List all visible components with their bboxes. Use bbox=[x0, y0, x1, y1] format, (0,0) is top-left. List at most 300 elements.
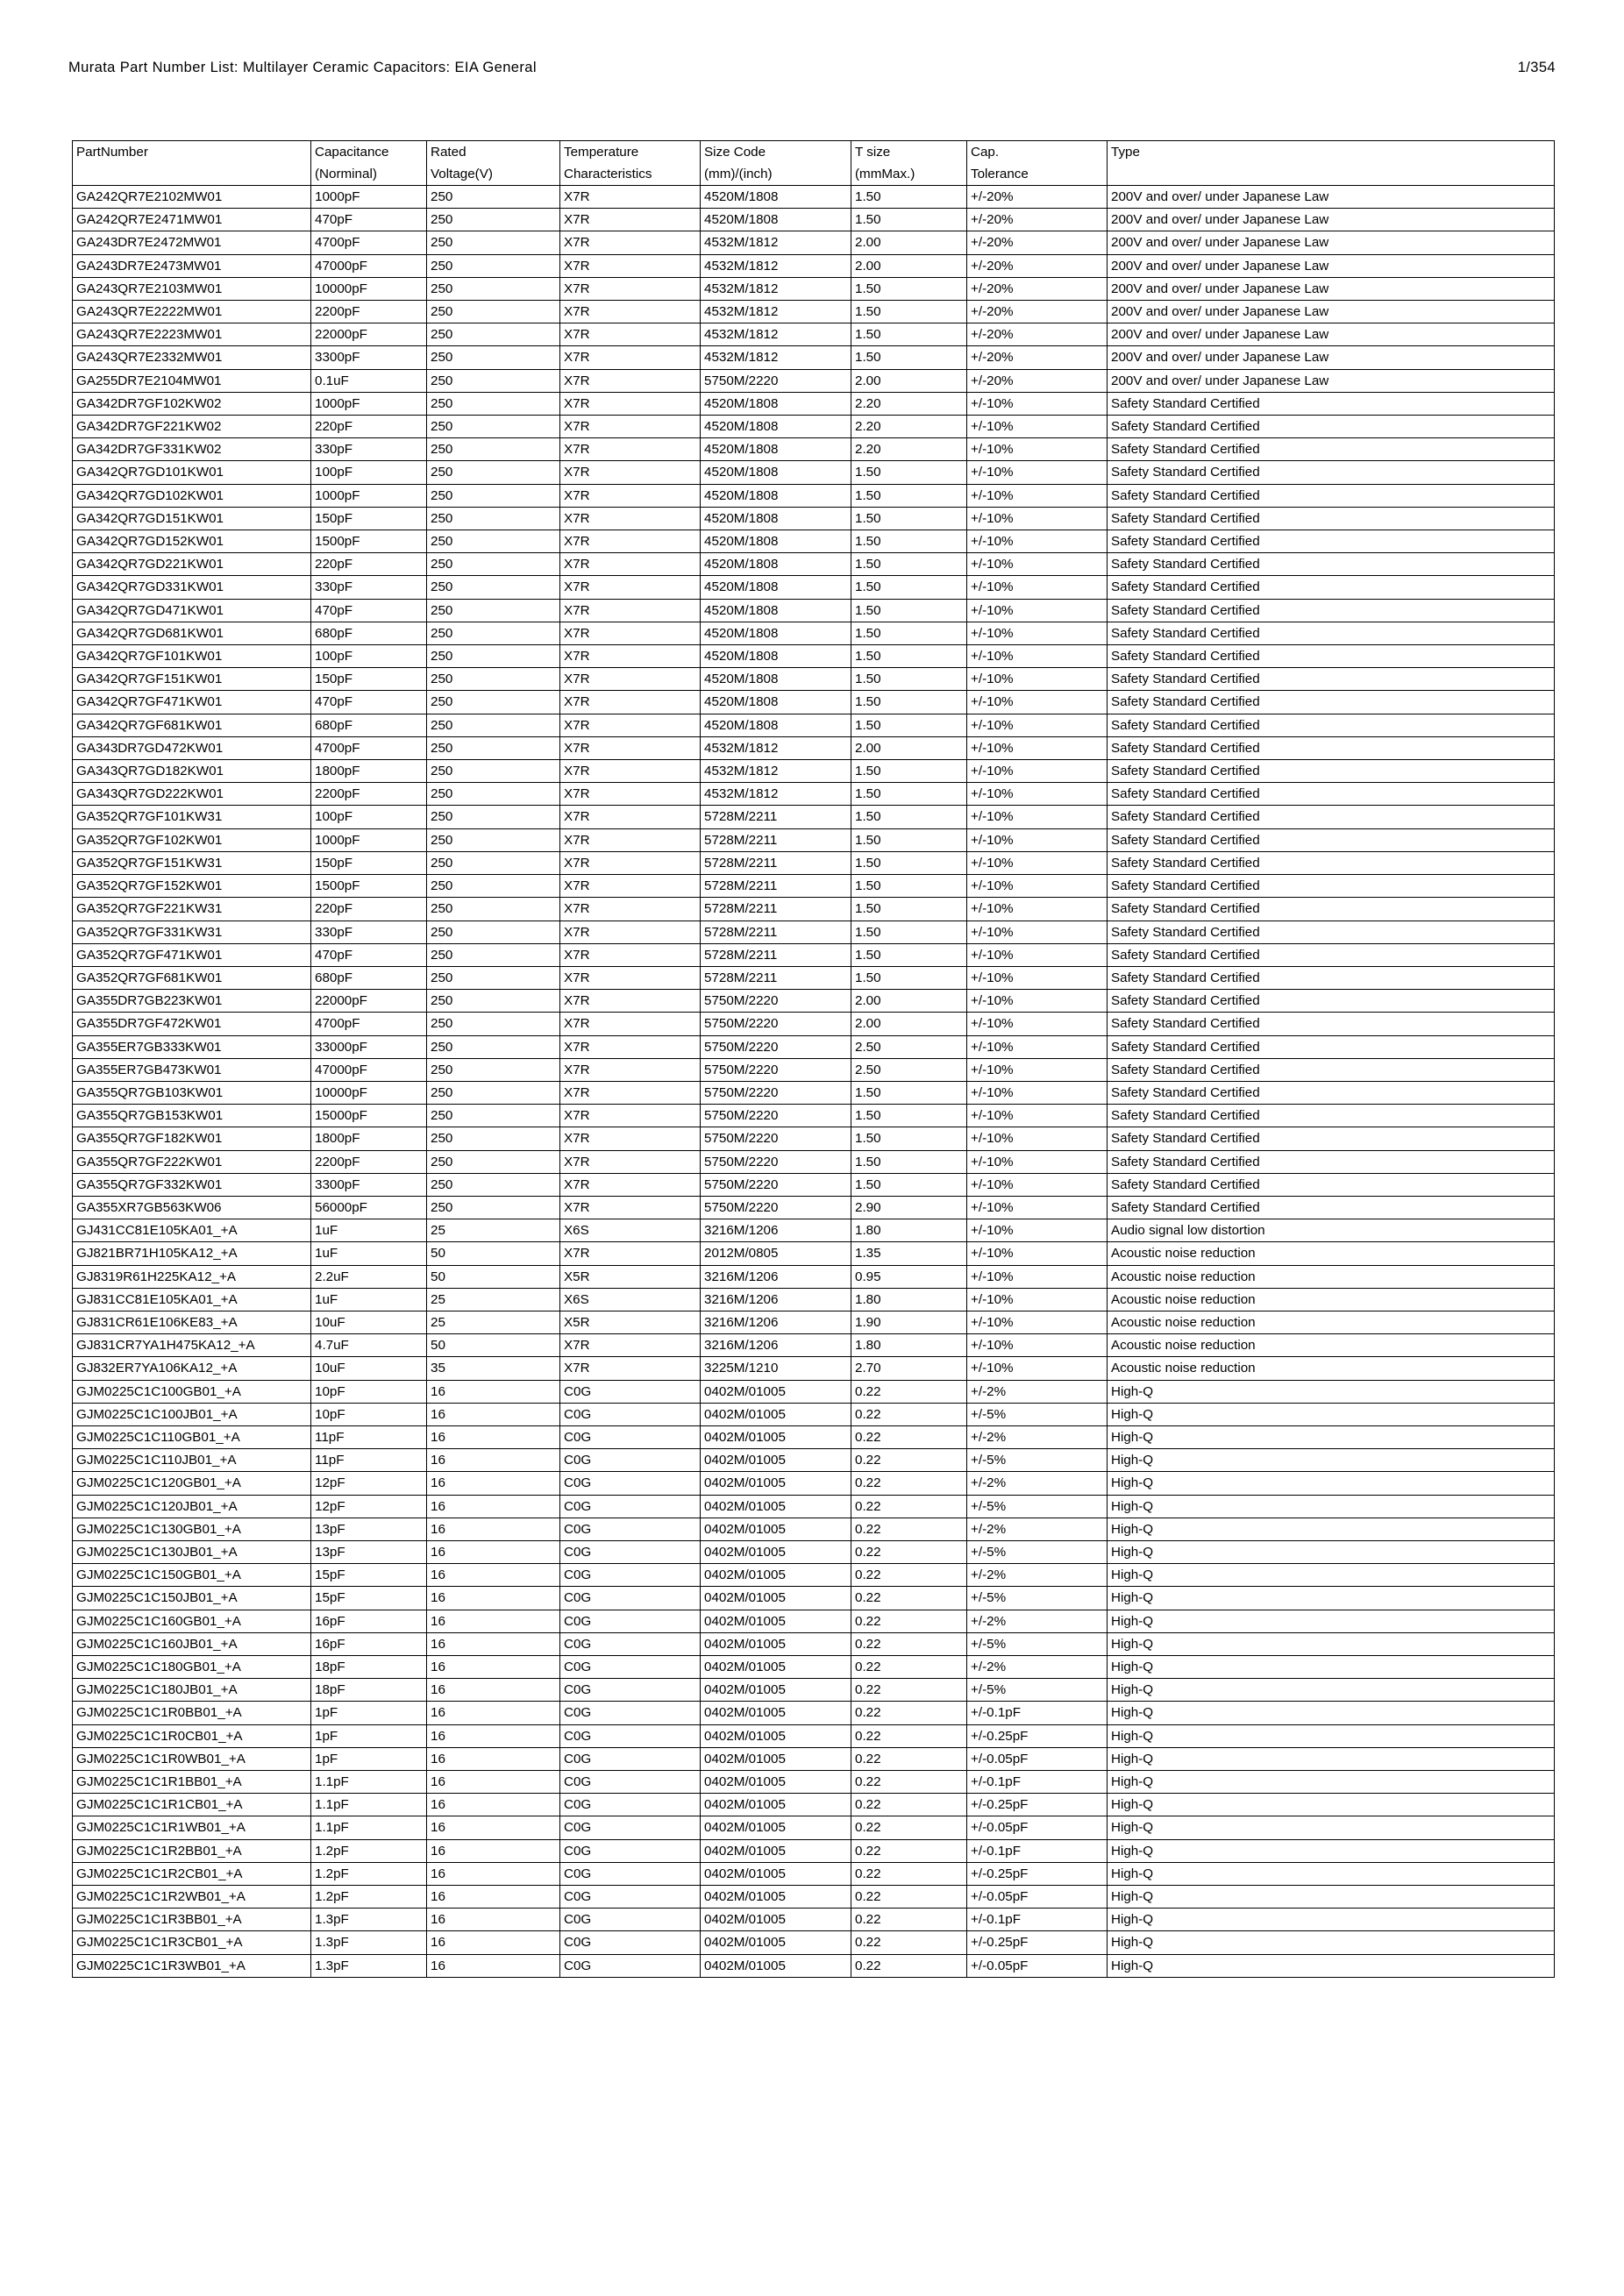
table-cell: 0.22 bbox=[851, 1886, 967, 1909]
table-cell: 250 bbox=[427, 1058, 560, 1081]
table-cell: GA243QR7E2222MW01 bbox=[73, 301, 311, 323]
table-cell: 1.3pF bbox=[311, 1954, 427, 1977]
table-cell: 0.22 bbox=[851, 1540, 967, 1563]
table-cell: 5750M/2220 bbox=[701, 1196, 851, 1219]
table-cell: 0.95 bbox=[851, 1265, 967, 1288]
table-cell: 1.50 bbox=[851, 806, 967, 828]
table-cell: 4532M/1812 bbox=[701, 323, 851, 346]
table-cell: Safety Standard Certified bbox=[1108, 760, 1555, 783]
table-cell: 4532M/1812 bbox=[701, 760, 851, 783]
table-cell: +/-10% bbox=[967, 1173, 1108, 1196]
table-row bbox=[73, 1862, 1555, 1885]
table-cell: X7R bbox=[560, 783, 701, 806]
table-cell: +/-10% bbox=[967, 1311, 1108, 1333]
table-row bbox=[73, 484, 1555, 507]
table-row bbox=[73, 1587, 1555, 1610]
table-cell: +/-10% bbox=[967, 966, 1108, 989]
table-cell: GA342DR7GF221KW02 bbox=[73, 416, 311, 438]
table-cell: 4520M/1808 bbox=[701, 668, 851, 691]
table-cell: X7R bbox=[560, 231, 701, 254]
table-cell: +/-5% bbox=[967, 1540, 1108, 1563]
table-cell: 1.80 bbox=[851, 1219, 967, 1242]
table-cell: GA242QR7E2102MW01 bbox=[73, 186, 311, 209]
table-cell: 0402M/01005 bbox=[701, 1931, 851, 1954]
table-cell: 5750M/2220 bbox=[701, 1127, 851, 1150]
table-row bbox=[73, 346, 1555, 369]
table-cell: 250 bbox=[427, 1196, 560, 1219]
table-cell: 250 bbox=[427, 277, 560, 300]
table-cell: +/-20% bbox=[967, 369, 1108, 392]
table-cell: C0G bbox=[560, 1610, 701, 1632]
table-cell: 250 bbox=[427, 416, 560, 438]
table-cell: GA342QR7GD331KW01 bbox=[73, 576, 311, 599]
table-cell: 16 bbox=[427, 1449, 560, 1472]
table-cell: C0G bbox=[560, 1747, 701, 1770]
table-cell: High-Q bbox=[1108, 1747, 1555, 1770]
table-cell: +/-10% bbox=[967, 1081, 1108, 1104]
table-cell: 12pF bbox=[311, 1495, 427, 1518]
table-cell: 50 bbox=[427, 1242, 560, 1265]
table-cell: 0.22 bbox=[851, 1564, 967, 1587]
table-cell: 16 bbox=[427, 1518, 560, 1540]
table-cell: GJM0225C1C160GB01_+A bbox=[73, 1610, 311, 1632]
table-cell: GJM0225C1C150JB01_+A bbox=[73, 1587, 311, 1610]
table-cell: 200V and over/ under Japanese Law bbox=[1108, 186, 1555, 209]
table-cell: 2.00 bbox=[851, 990, 967, 1013]
table-cell: 150pF bbox=[311, 851, 427, 874]
table-cell: 25 bbox=[427, 1311, 560, 1333]
table-cell: 250 bbox=[427, 599, 560, 622]
table-cell: X7R bbox=[560, 599, 701, 622]
table-cell: GJM0225C1C1R3BB01_+A bbox=[73, 1909, 311, 1931]
column-header-line2-3: Characteristics bbox=[560, 163, 701, 186]
table-cell: X7R bbox=[560, 668, 701, 691]
table-row bbox=[73, 231, 1555, 254]
table-row bbox=[73, 1058, 1555, 1081]
table-cell: 250 bbox=[427, 1150, 560, 1173]
table-cell: 0.22 bbox=[851, 1931, 967, 1954]
table-cell: 100pF bbox=[311, 806, 427, 828]
table-cell: 16pF bbox=[311, 1610, 427, 1632]
table-cell: 10000pF bbox=[311, 1081, 427, 1104]
table-cell: C0G bbox=[560, 1564, 701, 1587]
table-cell: GA342DR7GF102KW02 bbox=[73, 392, 311, 415]
table-cell: GA342QR7GF681KW01 bbox=[73, 714, 311, 736]
table-cell: 1.50 bbox=[851, 1105, 967, 1127]
table-cell: 330pF bbox=[311, 921, 427, 943]
table-cell: Safety Standard Certified bbox=[1108, 668, 1555, 691]
table-cell: 250 bbox=[427, 507, 560, 530]
table-cell: 35 bbox=[427, 1357, 560, 1380]
column-header-line2-1: (Norminal) bbox=[311, 163, 427, 186]
table-cell: 0402M/01005 bbox=[701, 1862, 851, 1885]
table-cell: High-Q bbox=[1108, 1425, 1555, 1448]
table-cell: X7R bbox=[560, 1013, 701, 1035]
table-cell: GA355QR7GF332KW01 bbox=[73, 1173, 311, 1196]
table-cell: C0G bbox=[560, 1816, 701, 1839]
page-header bbox=[68, 60, 1556, 76]
table-cell: Safety Standard Certified bbox=[1108, 921, 1555, 943]
table-cell: 0402M/01005 bbox=[701, 1886, 851, 1909]
table-cell: 680pF bbox=[311, 622, 427, 644]
table-row bbox=[73, 1219, 1555, 1242]
table-cell: GJM0225C1C1R0BB01_+A bbox=[73, 1702, 311, 1724]
table-row bbox=[73, 1679, 1555, 1702]
table-cell: 1800pF bbox=[311, 760, 427, 783]
table-cell: X7R bbox=[560, 301, 701, 323]
table-row bbox=[73, 1747, 1555, 1770]
table-row bbox=[73, 1839, 1555, 1862]
table-cell: +/-10% bbox=[967, 1288, 1108, 1311]
table-cell: C0G bbox=[560, 1771, 701, 1794]
table-cell: High-Q bbox=[1108, 1632, 1555, 1655]
table-cell: 1.50 bbox=[851, 461, 967, 484]
table-cell: +/-10% bbox=[967, 1242, 1108, 1265]
table-cell: Safety Standard Certified bbox=[1108, 599, 1555, 622]
table-cell: +/-0.1pF bbox=[967, 1909, 1108, 1931]
table-cell: +/-5% bbox=[967, 1679, 1108, 1702]
table-cell: 1.50 bbox=[851, 1173, 967, 1196]
table-cell: X7R bbox=[560, 1196, 701, 1219]
table-row bbox=[73, 898, 1555, 921]
table-cell: 2.70 bbox=[851, 1357, 967, 1380]
table-cell: 1.50 bbox=[851, 668, 967, 691]
table-cell: Safety Standard Certified bbox=[1108, 1105, 1555, 1127]
table-cell: GA342QR7GF101KW01 bbox=[73, 645, 311, 668]
table-cell: GA342QR7GD471KW01 bbox=[73, 599, 311, 622]
table-cell: 1500pF bbox=[311, 875, 427, 898]
table-cell: 22000pF bbox=[311, 323, 427, 346]
table-cell: 1.50 bbox=[851, 875, 967, 898]
table-cell: 15pF bbox=[311, 1564, 427, 1587]
table-cell: 1uF bbox=[311, 1242, 427, 1265]
table-cell: Safety Standard Certified bbox=[1108, 806, 1555, 828]
table-cell: +/-0.25pF bbox=[967, 1931, 1108, 1954]
table-row bbox=[73, 186, 1555, 209]
table-cell: +/-10% bbox=[967, 990, 1108, 1013]
table-cell: 0.22 bbox=[851, 1518, 967, 1540]
table-cell: 1.50 bbox=[851, 645, 967, 668]
table-cell: 0.22 bbox=[851, 1771, 967, 1794]
table-cell: 1.1pF bbox=[311, 1816, 427, 1839]
table-cell: 4700pF bbox=[311, 1013, 427, 1035]
table-cell: High-Q bbox=[1108, 1540, 1555, 1563]
table-cell: +/-20% bbox=[967, 346, 1108, 369]
table-cell: 0402M/01005 bbox=[701, 1403, 851, 1425]
table-cell: GJ832ER7YA106KA12_+A bbox=[73, 1357, 311, 1380]
table-cell: High-Q bbox=[1108, 1816, 1555, 1839]
table-cell: +/-10% bbox=[967, 1334, 1108, 1357]
table-row bbox=[73, 1425, 1555, 1448]
table-cell: 0402M/01005 bbox=[701, 1656, 851, 1679]
table-cell: 10pF bbox=[311, 1403, 427, 1425]
table-cell: 25 bbox=[427, 1288, 560, 1311]
table-cell: 0402M/01005 bbox=[701, 1425, 851, 1448]
table-cell: +/-10% bbox=[967, 875, 1108, 898]
table-cell: C0G bbox=[560, 1839, 701, 1862]
table-row bbox=[73, 1380, 1555, 1403]
table-cell: Safety Standard Certified bbox=[1108, 553, 1555, 576]
table-row bbox=[73, 760, 1555, 783]
table-row bbox=[73, 301, 1555, 323]
table-cell: +/-10% bbox=[967, 943, 1108, 966]
table-cell: High-Q bbox=[1108, 1679, 1555, 1702]
table-cell: Safety Standard Certified bbox=[1108, 1150, 1555, 1173]
table-cell: 5728M/2211 bbox=[701, 921, 851, 943]
table-cell: Safety Standard Certified bbox=[1108, 1013, 1555, 1035]
table-cell: Acoustic noise reduction bbox=[1108, 1242, 1555, 1265]
table-cell: 11pF bbox=[311, 1425, 427, 1448]
table-cell: 250 bbox=[427, 966, 560, 989]
parts-table-body bbox=[73, 186, 1555, 1978]
table-cell: GJ8319R61H225KA12_+A bbox=[73, 1265, 311, 1288]
table-cell: GJM0225C1C120JB01_+A bbox=[73, 1495, 311, 1518]
table-cell: 4520M/1808 bbox=[701, 416, 851, 438]
table-row bbox=[73, 1931, 1555, 1954]
table-cell: 22000pF bbox=[311, 990, 427, 1013]
table-cell: X7R bbox=[560, 875, 701, 898]
table-cell: 0402M/01005 bbox=[701, 1909, 851, 1931]
table-row bbox=[73, 277, 1555, 300]
table-cell: 4520M/1808 bbox=[701, 622, 851, 644]
table-cell: 33000pF bbox=[311, 1035, 427, 1058]
table-cell: C0G bbox=[560, 1425, 701, 1448]
table-cell: 16 bbox=[427, 1564, 560, 1587]
table-cell: 0402M/01005 bbox=[701, 1449, 851, 1472]
table-cell: 2.50 bbox=[851, 1058, 967, 1081]
table-row bbox=[73, 1816, 1555, 1839]
table-cell: High-Q bbox=[1108, 1862, 1555, 1885]
table-cell: 250 bbox=[427, 714, 560, 736]
table-cell: 1.50 bbox=[851, 851, 967, 874]
table-row bbox=[73, 1495, 1555, 1518]
table-cell: GA343QR7GD182KW01 bbox=[73, 760, 311, 783]
table-cell: C0G bbox=[560, 1540, 701, 1563]
table-cell: 1.50 bbox=[851, 1127, 967, 1150]
table-cell: +/-20% bbox=[967, 186, 1108, 209]
table-cell: Audio signal low distortion bbox=[1108, 1219, 1555, 1242]
table-cell: 250 bbox=[427, 1173, 560, 1196]
table-cell: 5750M/2220 bbox=[701, 1173, 851, 1196]
table-cell: GA342QR7GF151KW01 bbox=[73, 668, 311, 691]
table-cell: Acoustic noise reduction bbox=[1108, 1334, 1555, 1357]
table-cell: 5750M/2220 bbox=[701, 369, 851, 392]
table-cell: GA355XR7GB563KW06 bbox=[73, 1196, 311, 1219]
table-cell: Safety Standard Certified bbox=[1108, 484, 1555, 507]
table-cell: 250 bbox=[427, 691, 560, 714]
table-cell: 1.50 bbox=[851, 714, 967, 736]
table-cell: 0402M/01005 bbox=[701, 1816, 851, 1839]
table-cell: GA243DR7E2472MW01 bbox=[73, 231, 311, 254]
table-cell: 16 bbox=[427, 1816, 560, 1839]
column-header-line1-3: Temperature bbox=[560, 141, 701, 164]
table-cell: 16 bbox=[427, 1931, 560, 1954]
table-cell: X7R bbox=[560, 530, 701, 553]
table-cell: +/-10% bbox=[967, 461, 1108, 484]
table-cell: X7R bbox=[560, 1334, 701, 1357]
table-cell: +/-0.25pF bbox=[967, 1862, 1108, 1885]
table-cell: +/-10% bbox=[967, 507, 1108, 530]
table-cell: Safety Standard Certified bbox=[1108, 875, 1555, 898]
table-cell: +/-10% bbox=[967, 1357, 1108, 1380]
table-cell: 1.50 bbox=[851, 691, 967, 714]
table-cell: +/-10% bbox=[967, 828, 1108, 851]
table-cell: 1.50 bbox=[851, 301, 967, 323]
table-cell: GJ831CR61E106KE83_+A bbox=[73, 1311, 311, 1333]
table-cell: 1.50 bbox=[851, 966, 967, 989]
table-cell: 1.1pF bbox=[311, 1771, 427, 1794]
table-cell: 330pF bbox=[311, 576, 427, 599]
table-cell: GA352QR7GF331KW31 bbox=[73, 921, 311, 943]
table-cell: 16 bbox=[427, 1656, 560, 1679]
table-cell: 250 bbox=[427, 828, 560, 851]
table-cell: 16 bbox=[427, 1862, 560, 1885]
table-cell: 0402M/01005 bbox=[701, 1679, 851, 1702]
table-row bbox=[73, 553, 1555, 576]
table-row bbox=[73, 1288, 1555, 1311]
table-cell: High-Q bbox=[1108, 1564, 1555, 1587]
table-cell: Safety Standard Certified bbox=[1108, 851, 1555, 874]
table-cell: X7R bbox=[560, 622, 701, 644]
table-cell: 11pF bbox=[311, 1449, 427, 1472]
table-cell: X7R bbox=[560, 966, 701, 989]
table-cell: +/-0.05pF bbox=[967, 1816, 1108, 1839]
table-row bbox=[73, 943, 1555, 966]
table-cell: 4.7uF bbox=[311, 1334, 427, 1357]
table-cell: 0402M/01005 bbox=[701, 1839, 851, 1862]
table-cell: 16 bbox=[427, 1954, 560, 1977]
table-cell: 16 bbox=[427, 1632, 560, 1655]
table-cell: 150pF bbox=[311, 507, 427, 530]
table-cell: 5750M/2220 bbox=[701, 1013, 851, 1035]
table-cell: 100pF bbox=[311, 461, 427, 484]
table-cell: 3300pF bbox=[311, 346, 427, 369]
table-cell: +/-5% bbox=[967, 1403, 1108, 1425]
table-cell: 0402M/01005 bbox=[701, 1724, 851, 1747]
table-cell: X7R bbox=[560, 576, 701, 599]
table-row bbox=[73, 1909, 1555, 1931]
table-cell: High-Q bbox=[1108, 1449, 1555, 1472]
table-cell: 18pF bbox=[311, 1679, 427, 1702]
table-cell: +/-2% bbox=[967, 1518, 1108, 1540]
table-cell: 1.50 bbox=[851, 186, 967, 209]
table-row bbox=[73, 209, 1555, 231]
table-cell: +/-2% bbox=[967, 1472, 1108, 1495]
table-cell: GA355QR7GF222KW01 bbox=[73, 1150, 311, 1173]
table-row bbox=[73, 1472, 1555, 1495]
table-cell: GA352QR7GF152KW01 bbox=[73, 875, 311, 898]
table-cell: GA342QR7GD151KW01 bbox=[73, 507, 311, 530]
table-cell: Acoustic noise reduction bbox=[1108, 1288, 1555, 1311]
table-cell: Acoustic noise reduction bbox=[1108, 1311, 1555, 1333]
table-row bbox=[73, 1610, 1555, 1632]
table-cell: 250 bbox=[427, 323, 560, 346]
table-cell: C0G bbox=[560, 1472, 701, 1495]
table-cell: GJ831CR7YA1H475KA12_+A bbox=[73, 1334, 311, 1357]
table-cell: 1.50 bbox=[851, 1081, 967, 1104]
column-header-line2-0 bbox=[73, 163, 311, 186]
table-cell: +/-10% bbox=[967, 1196, 1108, 1219]
table-row bbox=[73, 1265, 1555, 1288]
table-cell: 0402M/01005 bbox=[701, 1954, 851, 1977]
column-header-line1-0: PartNumber bbox=[73, 141, 311, 164]
table-cell: GA242QR7E2471MW01 bbox=[73, 209, 311, 231]
table-cell: 0.22 bbox=[851, 1380, 967, 1403]
column-header-line2-5: (mmMax.) bbox=[851, 163, 967, 186]
table-cell: 250 bbox=[427, 851, 560, 874]
table-cell: Safety Standard Certified bbox=[1108, 1127, 1555, 1150]
table-cell: GA352QR7GF221KW31 bbox=[73, 898, 311, 921]
table-cell: GA343QR7GD222KW01 bbox=[73, 783, 311, 806]
table-cell: X6S bbox=[560, 1288, 701, 1311]
table-cell: 3216M/1206 bbox=[701, 1219, 851, 1242]
table-cell: 0.22 bbox=[851, 1909, 967, 1931]
table-cell: 5728M/2211 bbox=[701, 898, 851, 921]
table-cell: GA342QR7GD152KW01 bbox=[73, 530, 311, 553]
table-cell: 2.00 bbox=[851, 1013, 967, 1035]
table-cell: GJM0225C1C1R3CB01_+A bbox=[73, 1931, 311, 1954]
table-cell: 250 bbox=[427, 530, 560, 553]
table-cell: C0G bbox=[560, 1449, 701, 1472]
table-row bbox=[73, 1954, 1555, 1977]
table-cell: 0402M/01005 bbox=[701, 1380, 851, 1403]
table-cell: GJ431CC81E105KA01_+A bbox=[73, 1219, 311, 1242]
table-cell: 0.22 bbox=[851, 1747, 967, 1770]
table-cell: X7R bbox=[560, 806, 701, 828]
table-cell: High-Q bbox=[1108, 1886, 1555, 1909]
table-row bbox=[73, 1564, 1555, 1587]
table-cell: 0402M/01005 bbox=[701, 1564, 851, 1587]
table-cell: 16 bbox=[427, 1886, 560, 1909]
table-cell: X7R bbox=[560, 1035, 701, 1058]
table-cell: 16 bbox=[427, 1610, 560, 1632]
table-cell: 250 bbox=[427, 783, 560, 806]
table-cell: 250 bbox=[427, 760, 560, 783]
table-row bbox=[73, 691, 1555, 714]
table-cell: +/-10% bbox=[967, 1105, 1108, 1127]
table-cell: 16pF bbox=[311, 1632, 427, 1655]
table-cell: 1.50 bbox=[851, 484, 967, 507]
table-cell: 4520M/1808 bbox=[701, 645, 851, 668]
table-cell: GA355QR7GB153KW01 bbox=[73, 1105, 311, 1127]
table-cell: 0.22 bbox=[851, 1702, 967, 1724]
table-row bbox=[73, 1196, 1555, 1219]
table-cell: 3225M/1210 bbox=[701, 1357, 851, 1380]
table-cell: 0.22 bbox=[851, 1794, 967, 1816]
table-cell: X6S bbox=[560, 1219, 701, 1242]
table-cell: 5728M/2211 bbox=[701, 966, 851, 989]
table-cell: 4520M/1808 bbox=[701, 507, 851, 530]
table-cell: 0402M/01005 bbox=[701, 1540, 851, 1563]
table-cell: +/-10% bbox=[967, 851, 1108, 874]
table-cell: Safety Standard Certified bbox=[1108, 966, 1555, 989]
table-cell: Safety Standard Certified bbox=[1108, 691, 1555, 714]
table-cell: 250 bbox=[427, 254, 560, 277]
table-cell: X7R bbox=[560, 1173, 701, 1196]
table-cell: GA243QR7E2103MW01 bbox=[73, 277, 311, 300]
table-cell: GJM0225C1C160JB01_+A bbox=[73, 1632, 311, 1655]
table-cell: X7R bbox=[560, 828, 701, 851]
table-cell: 16 bbox=[427, 1771, 560, 1794]
table-cell: 250 bbox=[427, 1081, 560, 1104]
table-cell: 220pF bbox=[311, 898, 427, 921]
table-cell: 2012M/0805 bbox=[701, 1242, 851, 1265]
table-cell: 0.22 bbox=[851, 1862, 967, 1885]
table-cell: Safety Standard Certified bbox=[1108, 530, 1555, 553]
column-header-line2-6: Tolerance bbox=[967, 163, 1108, 186]
table-cell: 250 bbox=[427, 346, 560, 369]
table-row bbox=[73, 369, 1555, 392]
